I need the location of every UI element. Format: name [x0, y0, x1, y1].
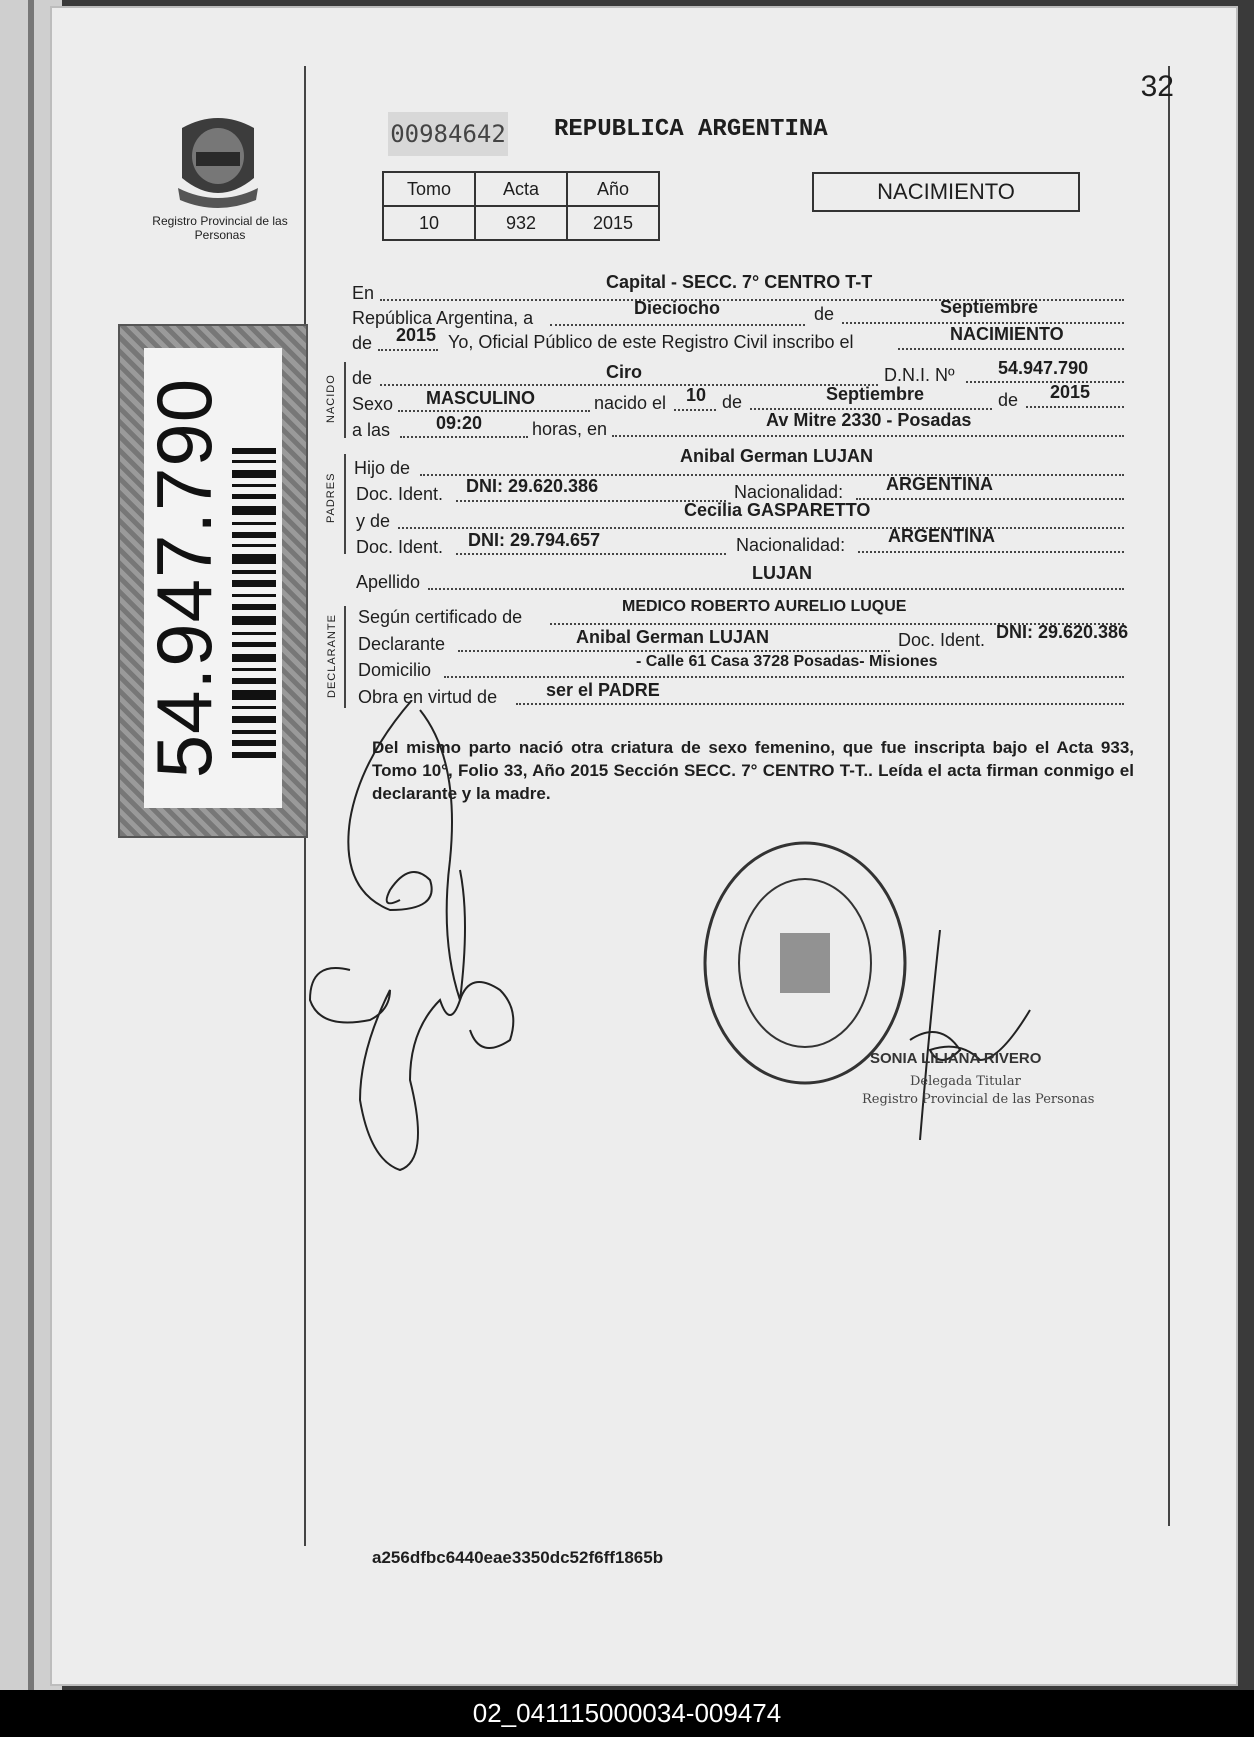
barcode-icon: [232, 448, 276, 758]
label-republica: República Argentina, a: [352, 308, 534, 328]
dots-name: [380, 384, 878, 386]
right-margin-line: [1168, 66, 1170, 1526]
dots-birth-day: [674, 409, 716, 411]
label-doc-ident-father: Doc. Ident.: [356, 484, 444, 504]
dots-birth-place: [612, 435, 1124, 437]
provincial-crest-icon: [172, 108, 264, 208]
label-y-de: y de: [356, 511, 391, 531]
value-capacity: ser el PADRE: [546, 680, 660, 700]
value-anio: 2015: [567, 206, 659, 240]
header-acta: Acta: [475, 172, 567, 206]
value-day-words: Dieciocho: [634, 298, 721, 318]
label-de-month: de: [814, 304, 835, 324]
value-certificate: MEDICO ROBERTO AURELIO LUQUE: [622, 598, 907, 615]
bracket-padres: [344, 454, 346, 554]
label-hijo-de: Hijo de: [354, 458, 411, 478]
value-dni: 54.947.790: [998, 358, 1089, 378]
label-de-name: de: [352, 368, 373, 388]
dots-mother-doc: [456, 553, 726, 555]
serial-number: 00984642: [388, 112, 508, 156]
value-tomo: 10: [383, 206, 475, 240]
bracket-declarante: [344, 606, 346, 708]
side-label-padres: PADRES: [325, 472, 337, 523]
officer-registry: Registro Provincial de las Personas: [862, 1092, 1095, 1107]
value-year: 2015: [396, 325, 437, 345]
header-anio: Año: [567, 172, 659, 206]
value-name: Ciro: [606, 362, 642, 382]
dots-time: [400, 436, 528, 438]
label-yo-oficial: Yo, Oficial Público de este Registro Civil inscribo el: [448, 332, 854, 352]
value-surname: LUJAN: [752, 563, 813, 583]
value-acta: 932: [475, 206, 567, 240]
value-place: Capital - SECC. 7° CENTRO T-T: [606, 272, 873, 292]
label-horas-en: horas, en: [532, 419, 608, 439]
side-label-declarante: DECLARANTE: [326, 614, 338, 698]
dots-declarant: [458, 650, 890, 652]
value-month: Septiembre: [940, 297, 1039, 317]
record-table: [382, 171, 660, 241]
header-tomo: Tomo: [383, 172, 475, 206]
value-father-nat: ARGENTINA: [886, 474, 993, 494]
record-table-value-row: [383, 206, 659, 240]
value-birth-month: Septiembre: [826, 384, 925, 404]
label-en: En: [352, 283, 375, 303]
side-label-nacido: NACIDO: [325, 374, 337, 423]
label-sexo: Sexo: [352, 394, 394, 414]
dots-birth-year: [1026, 406, 1124, 408]
label-de-birth-year: de: [998, 390, 1019, 410]
dots-father-nat: [856, 498, 1124, 500]
value-act-type: NACIMIENTO: [950, 324, 1064, 344]
hash-code: a256dfbc6440eae3350dc52f6ff1865b: [372, 1548, 664, 1567]
dots-sexo: [398, 410, 590, 412]
label-apellido: Apellido: [356, 572, 421, 592]
label-de-birth-month: de: [722, 392, 743, 412]
dots-mother: [398, 527, 1124, 529]
value-address: - Calle 61 Casa 3728 Posadas- Misiones: [636, 653, 938, 670]
label-domicilio: Domicilio: [358, 660, 432, 680]
label-segun: Según certificado de: [358, 607, 523, 627]
footer-id-bar: 02_041115000034-009474: [0, 1690, 1254, 1737]
officer-signature: [900, 930, 1050, 1140]
dots-capacity: [516, 703, 1124, 705]
page-number: 32: [1140, 70, 1174, 103]
dots-dni: [966, 381, 1124, 383]
value-sex: MASCULINO: [426, 388, 535, 408]
document-page: [50, 6, 1238, 1686]
value-birth-time: 09:20: [436, 413, 483, 433]
declarant-signature: [300, 700, 530, 1180]
dots-act-type: [898, 348, 1124, 350]
dots-mother-nat: [858, 551, 1124, 553]
value-birth-year: 2015: [1050, 382, 1091, 402]
dots-surname: [428, 588, 1124, 590]
label-a-las: a las: [352, 420, 391, 440]
value-mother-doc: DNI: 29.794.657: [468, 530, 601, 550]
label-nac-mother: Nacionalidad:: [736, 535, 846, 555]
label-de-year: de: [352, 333, 373, 353]
value-mother: Cecilia GASPARETTO: [684, 500, 871, 520]
registry-caption: Registro Provincial de las Personas: [152, 214, 288, 242]
barcode-dni-number: 54.947.790: [140, 377, 228, 779]
value-father: Anibal German LUJAN: [680, 446, 874, 466]
dots-address: [444, 676, 1124, 678]
officer-name: SONIA LILIANA RIVERO: [870, 1050, 1042, 1067]
book-spine: [28, 0, 34, 1690]
label-obra: Obra en virtud de: [358, 687, 498, 707]
value-declarant-doc: DNI: 29.620.386: [996, 622, 1129, 642]
header-title: REPUBLICA ARGENTINA: [554, 116, 828, 143]
label-declarante: Declarante: [358, 634, 446, 654]
label-nac-father: Nacionalidad:: [734, 482, 844, 502]
record-type-box: NACIMIENTO: [812, 172, 1080, 212]
value-birth-day: 10: [686, 385, 707, 405]
dots-day: [550, 324, 805, 326]
note-paragraph: Del mismo parto nació otra criatura de sexo femenino, que fue inscripta bajo el Acta 933, Tomo 10°, Folio 33, Año 2015 Sección SECC. 7° CENTRO T-T.. Leída el acta firman conmigo el declarante y la madre.: [372, 738, 1134, 803]
record-table-header-row: [383, 172, 659, 206]
label-doc-ident-declarant: Doc. Ident.: [898, 630, 986, 650]
value-father-doc: DNI: 29.620.386: [466, 476, 599, 496]
value-mother-nat: ARGENTINA: [888, 526, 995, 546]
value-declarant: Anibal German LUJAN: [576, 627, 770, 647]
officer-role: Delegada Titular: [910, 1074, 1021, 1089]
bracket-nacido: [344, 362, 346, 438]
value-birth-place: Av Mitre 2330 - Posadas: [766, 410, 972, 430]
label-nacido-el: nacido el: [594, 393, 667, 413]
label-dni: D.N.I. Nº: [884, 365, 955, 385]
dots-year: [378, 349, 438, 351]
label-doc-ident-mother: Doc. Ident.: [356, 537, 444, 557]
barcode-panel: [140, 348, 282, 808]
barcode-label: [118, 324, 308, 838]
